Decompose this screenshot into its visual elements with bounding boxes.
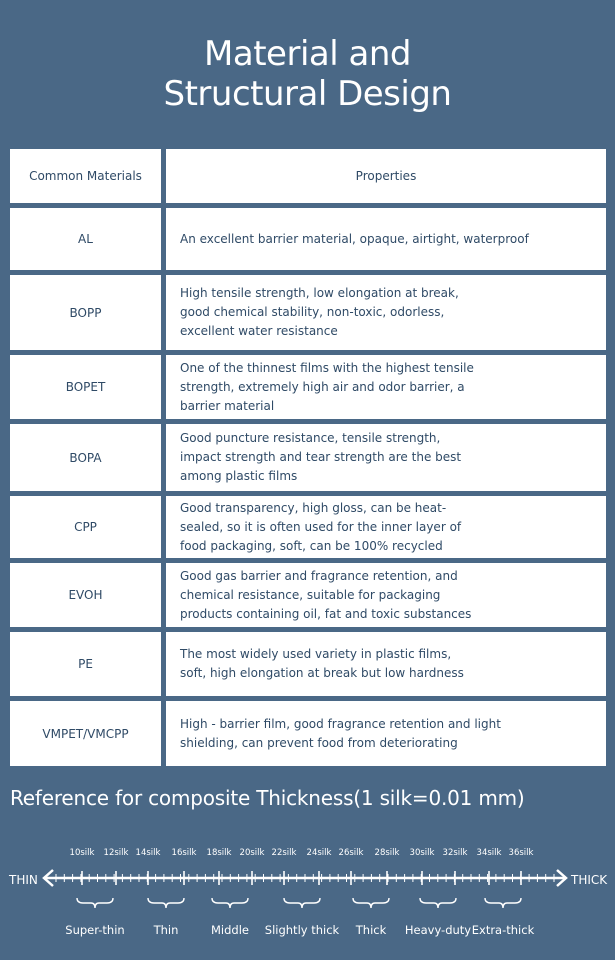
tick-label: 26silk: [338, 848, 364, 858]
tick-label: 28silk: [374, 848, 400, 858]
category-brace: [77, 898, 113, 908]
table-header-row: [9, 149, 607, 203]
tick-label: 30silk: [409, 848, 435, 858]
properties-text: Good transparency, high gloss, can be heat-sealed, so it is often used for the inner layer of food packaging, soft, can be 100% recycled: [180, 500, 462, 553]
tick-label: 34silk: [476, 848, 502, 858]
table-row: [9, 496, 607, 558]
properties-cell: [166, 424, 606, 491]
properties-cell: [166, 632, 606, 696]
properties-text: Good puncture resistance, tensile strength, impact strength and tear strength are the best among plastic films: [180, 431, 462, 483]
tick-label: 10silk: [69, 848, 95, 858]
properties-text: High tensile strength, low elongation at break, good chemical stability, non-toxic, odorless, excellent water resistance: [180, 286, 459, 338]
category-brace: [353, 898, 389, 908]
tick-label: 14silk: [135, 848, 161, 858]
category-brace: [485, 898, 521, 908]
properties-cell: An excellent barrier material, opaque, airtight, waterproof: [166, 208, 606, 270]
page-title-line1: Material and: [204, 34, 411, 74]
properties-text: Good gas barrier and fragrance retention, and chemical resistance, suitable for packaging products containing oil, fat and toxic substances: [180, 568, 472, 621]
thick-label: THICK: [571, 873, 608, 887]
tick-label: 18silk: [206, 848, 232, 858]
material-cell: CPP: [10, 496, 161, 558]
tick-label: 24silk: [306, 848, 332, 858]
category-label: Middle: [211, 923, 249, 937]
properties-text: One of the thinnest films with the highest tensile strength, extremely high air and odor barrier, a barrier material: [180, 360, 474, 413]
category-label: Heavy-duty: [404, 923, 472, 937]
material-cell: AL: [10, 208, 161, 270]
material-cell: EVOH: [10, 563, 161, 627]
thin-label: THIN: [9, 873, 38, 887]
table-row: [9, 563, 607, 627]
properties-cell: [166, 496, 606, 558]
table-row: [9, 208, 607, 270]
category-label: Thin: [153, 923, 179, 937]
header-materials: Common Materials: [10, 149, 161, 203]
tick-label: 20silk: [239, 848, 265, 858]
table-row: [9, 701, 607, 766]
tick-label: 22silk: [271, 848, 297, 858]
tick-label: 12silk: [103, 848, 129, 858]
table-row: [9, 355, 607, 419]
material-cell: PE: [10, 632, 161, 696]
tick-label: 36silk: [508, 848, 534, 858]
category-label: Slightly thick: [264, 923, 340, 937]
properties-cell: [166, 701, 606, 766]
category-label: Extra-thick: [471, 923, 535, 937]
thickness-reference-title: Reference for composite Thickness(1 silk=0.01 mm): [10, 786, 525, 810]
category-brace: [420, 898, 456, 908]
page-title: [0, 34, 615, 114]
category-brace: [284, 898, 320, 908]
table-row: [9, 632, 607, 696]
page-title-line2: Structural Design: [163, 74, 452, 114]
properties-cell: [166, 563, 606, 627]
table-row: [9, 275, 607, 350]
properties-text: The most widely used variety in plastic films, soft, high elongation at break but low hardness: [180, 647, 464, 680]
material-cell: BOPET: [10, 355, 161, 419]
thickness-scale: [0, 840, 615, 950]
table-row: [9, 424, 607, 491]
properties-text: High - barrier film, good fragrance retention and light shielding, can prevent food from deteriorating: [180, 716, 501, 750]
tick-label: 32silk: [442, 848, 468, 858]
material-cell: BOPP: [10, 275, 161, 350]
material-cell: VMPET/VMCPP: [10, 701, 161, 766]
category-brace: [148, 898, 184, 908]
tick-label: 16silk: [171, 848, 197, 858]
properties-cell: [166, 355, 606, 419]
category-label: Super-thin: [65, 923, 125, 937]
properties-cell: [166, 275, 606, 350]
header-properties: Properties: [166, 149, 606, 203]
category-brace: [212, 898, 248, 908]
category-label: Thick: [355, 923, 387, 937]
material-cell: BOPA: [10, 424, 161, 491]
